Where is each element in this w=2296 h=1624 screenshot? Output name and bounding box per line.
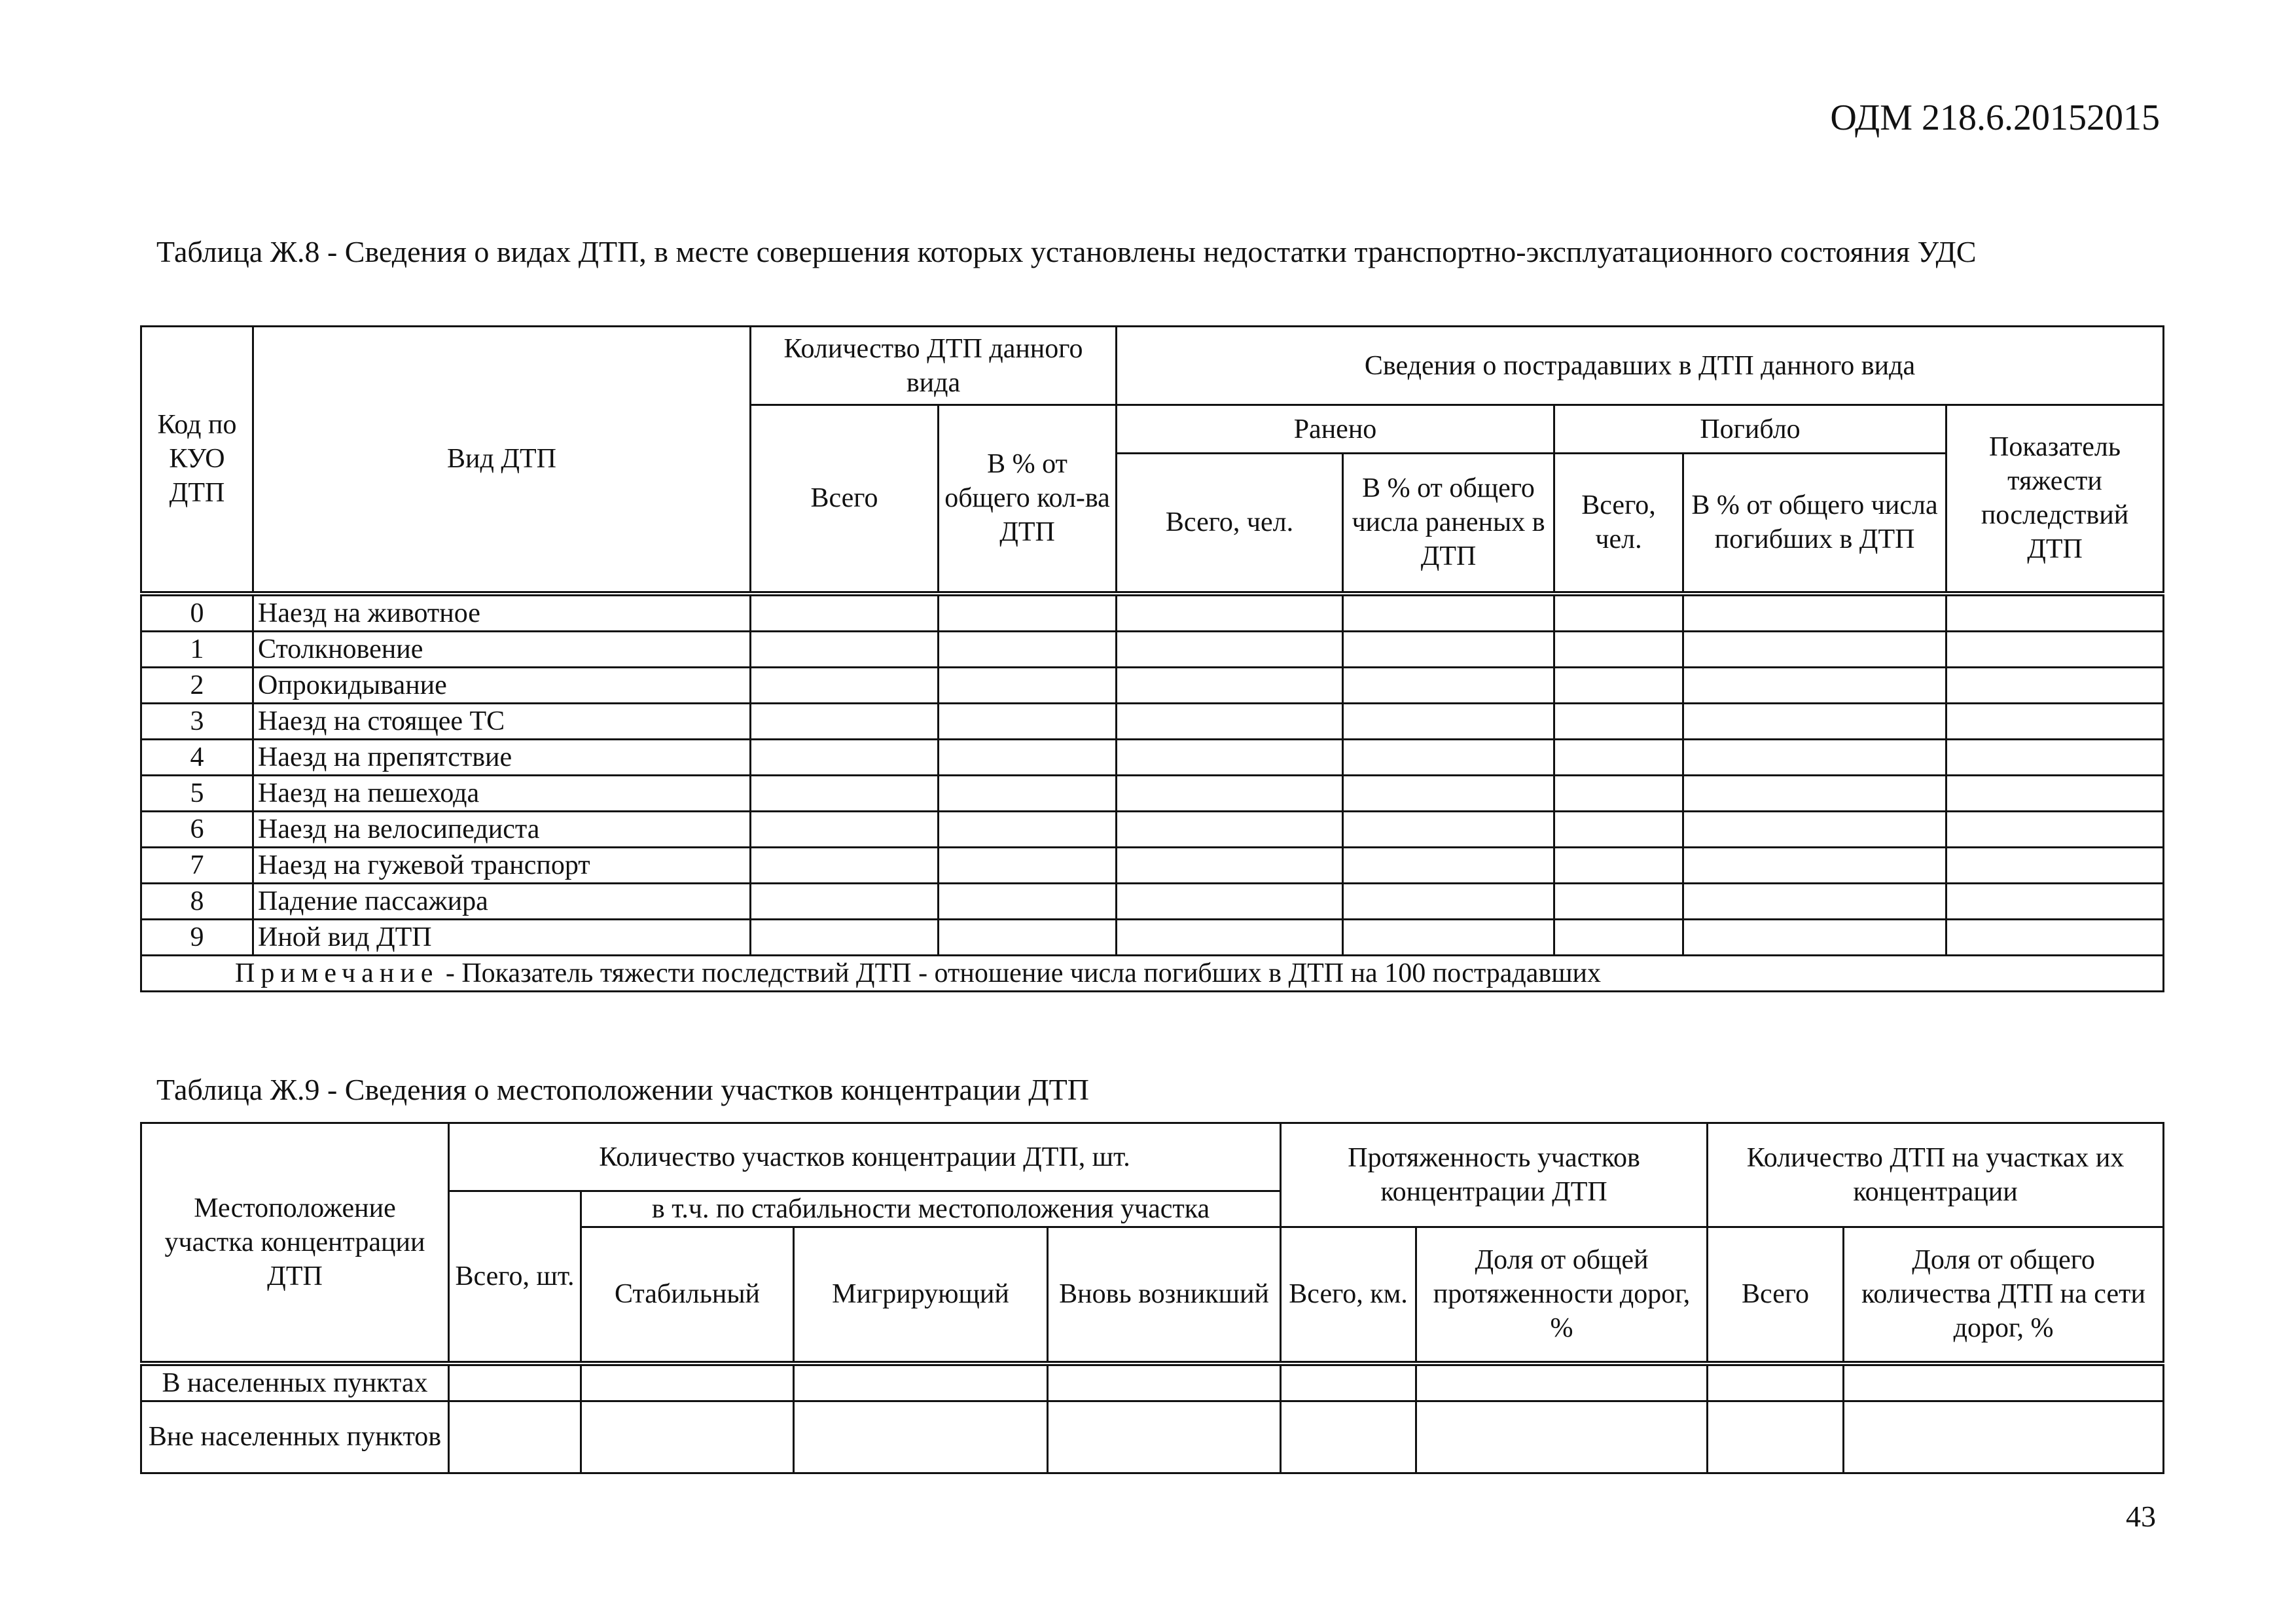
table-row: [141, 847, 2164, 883]
row-code: 4: [141, 739, 253, 775]
table8-note: [141, 955, 2164, 991]
document-code: ОДМ 218.6.20152015: [1830, 98, 2160, 138]
table-row: [141, 775, 2164, 811]
row-code: 5: [141, 775, 253, 811]
table8-caption: Таблица Ж.8 - Сведения о видах ДТП, в месте совершения которых установлены недостатки транспортно-эксплуатационного состояния УДС: [156, 235, 1977, 268]
table9-caption: Таблица Ж.9 - Сведения о местоположении участков концентрации ДТП: [156, 1073, 1089, 1106]
row-code: 0: [141, 594, 253, 632]
header-stability-group: в т.ч. по стабильности местоположения участка: [581, 1191, 1281, 1227]
row-type: Наезд на велосипедиста: [253, 811, 751, 847]
header-severity: Показатель тяжести последствий ДТП: [1946, 405, 2164, 594]
header-crash-group: Количество ДТП на участках их концентрации: [1708, 1123, 2164, 1227]
table-row: [141, 919, 2164, 955]
header-type: Вид ДТП: [253, 327, 751, 594]
header-length-group: Протяженность участков концентрации ДТП: [1281, 1123, 1708, 1227]
row-type: Наезд на стоящее ТС: [253, 703, 751, 739]
table-row: [141, 667, 2164, 703]
header-stable: Стабильный: [581, 1227, 794, 1363]
row-code: 2: [141, 667, 253, 703]
header-crash-share: Доля от общего количества ДТП на сети дорог, %: [1844, 1227, 2164, 1363]
header-injured: Ранено: [1117, 405, 1554, 454]
row-location: Вне населенных пунктов: [141, 1401, 449, 1473]
table-row: [141, 594, 2164, 632]
row-type: Столкновение: [253, 631, 751, 667]
header-injured-pct: В % от общего числа раненых в ДТП: [1343, 454, 1554, 594]
row-type: Наезд на препятствие: [253, 739, 751, 775]
header-count-group: Количество участков концентрации ДТП, шт.: [449, 1123, 1281, 1191]
table-row: [141, 739, 2164, 775]
row-code: 9: [141, 919, 253, 955]
table-row: [141, 631, 2164, 667]
header-pct-total: В % от общего кол-ва ДТП: [939, 405, 1117, 594]
header-length-share: Доля от общей протяженности дорог, %: [1416, 1227, 1708, 1363]
header-killed-pct: В % от общего числа погибших в ДТП: [1683, 454, 1946, 594]
table8: [140, 325, 2164, 992]
row-type: Наезд на пешехода: [253, 775, 751, 811]
row-type: Наезд на животное: [253, 594, 751, 632]
header-crash-total: Всего: [1708, 1227, 1844, 1363]
table9: [140, 1122, 2164, 1474]
row-code: 1: [141, 631, 253, 667]
table-row: [141, 703, 2164, 739]
header-new: Вновь возникший: [1048, 1227, 1281, 1363]
table-row: [141, 811, 2164, 847]
header-migrating: Мигрирующий: [794, 1227, 1048, 1363]
header-length-total: Всего, км.: [1281, 1227, 1416, 1363]
row-code: 3: [141, 703, 253, 739]
row-code: 6: [141, 811, 253, 847]
table-row: [141, 1401, 2164, 1473]
header-victims-group: Сведения о пострадавших в ДТП данного вида: [1117, 327, 2164, 405]
table-row: [141, 883, 2164, 919]
header-killed-total: Всего, чел.: [1554, 454, 1683, 594]
table-row: [141, 1363, 2164, 1401]
page-number: 43: [2126, 1500, 2156, 1533]
row-type: Иной вид ДТП: [253, 919, 751, 955]
row-location: В населенных пунктах: [141, 1363, 449, 1401]
header-count-total: Всего, шт.: [449, 1191, 581, 1363]
row-code: 7: [141, 847, 253, 883]
note-label: Примечание: [235, 958, 439, 988]
header-total: Всего: [751, 405, 939, 594]
header-killed: Погибло: [1554, 405, 1946, 454]
header-count-group: Количество ДТП данного вида: [751, 327, 1117, 405]
row-type: Падение пассажира: [253, 883, 751, 919]
row-code: 8: [141, 883, 253, 919]
header-code: Код по КУО ДТП: [141, 327, 253, 594]
row-type: Опрокидывание: [253, 667, 751, 703]
note-text: - Показатель тяжести последствий ДТП - отношение числа погибших в ДТП на 100 пострадавших: [439, 958, 1602, 988]
header-injured-total: Всего, чел.: [1117, 454, 1343, 594]
header-location: Местоположение участка концентрации ДТП: [141, 1123, 449, 1363]
row-type: Наезд на гужевой транспорт: [253, 847, 751, 883]
